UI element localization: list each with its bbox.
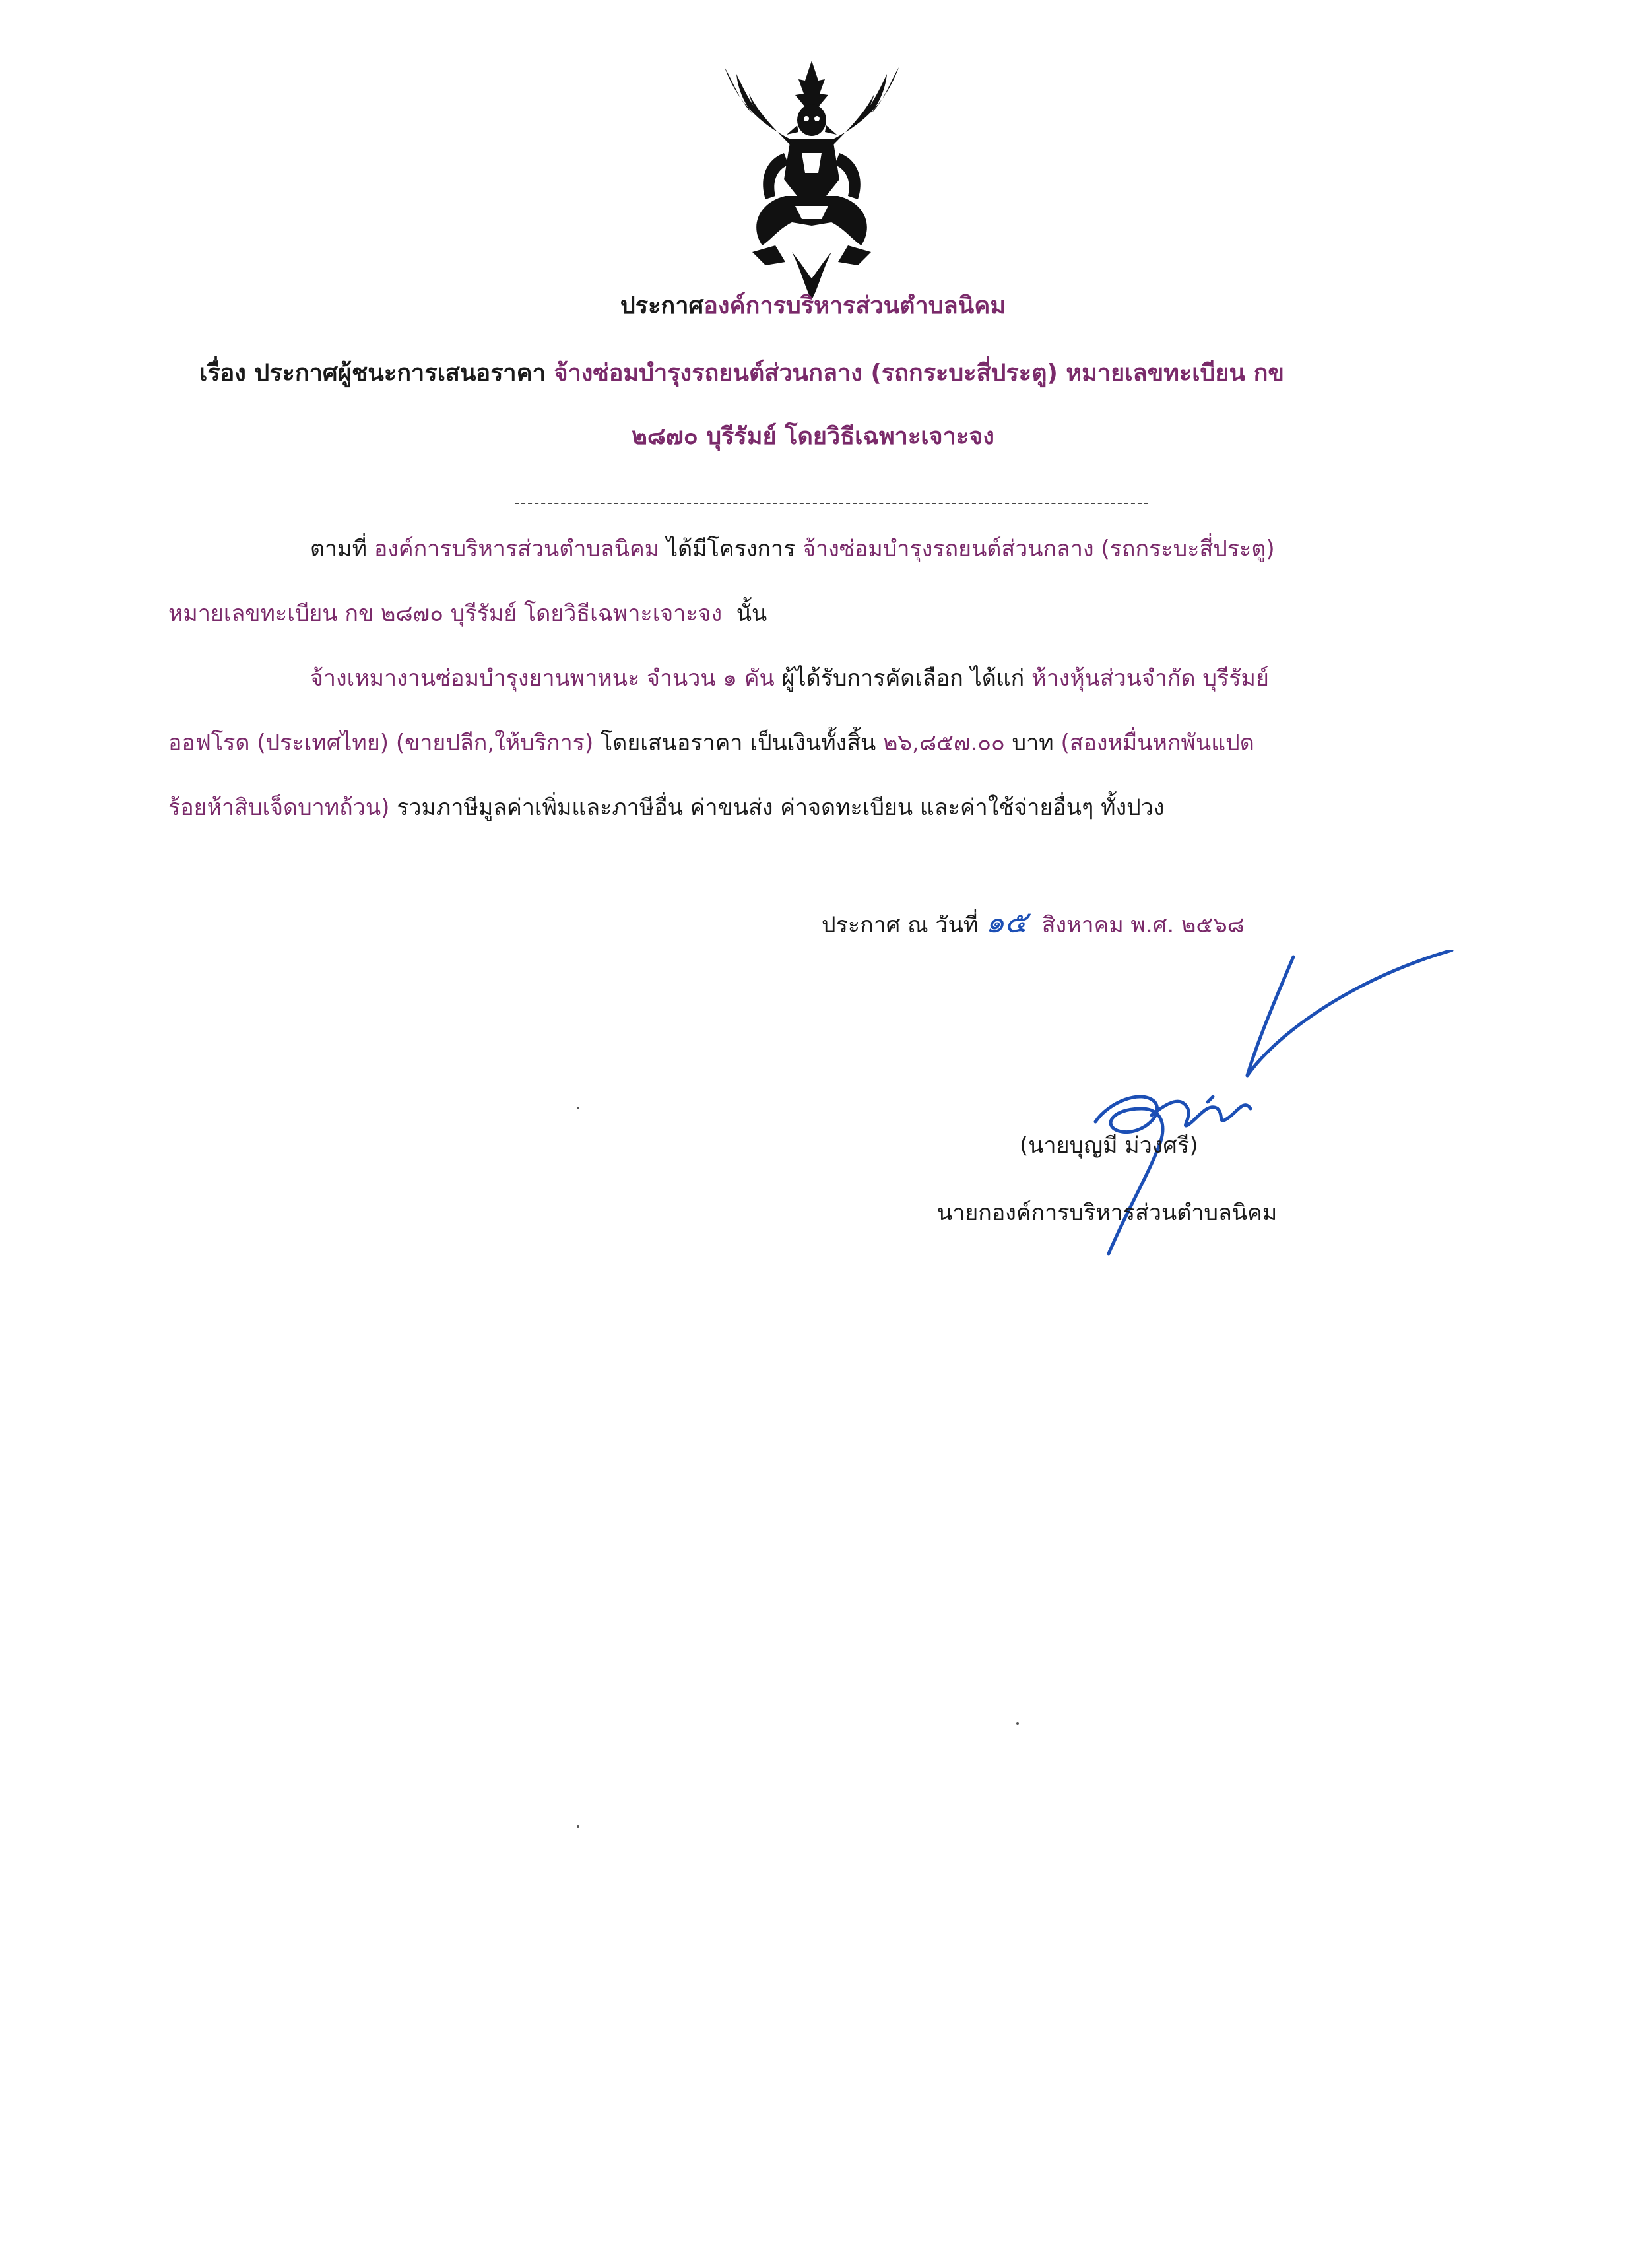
subject-label: เรื่อง ประกาศผู้ชนะการเสนอราคา [199,360,546,387]
p1-end: นั้น [736,600,767,627]
p2-rest: รวมภาษีมูลค่าเพิ่มและภาษีอื่น ค่าขนส่ง ค่าจดทะเบียน และค่าใช้จ่ายอื่นๆ ทั้งปวง [397,794,1165,821]
scan-speck [577,1107,579,1109]
subject-project: จ้างซ่อมบำรุงรถยนต์ส่วนกลาง (รถกระบะสี่ประตู) หมายเลขทะเบียน กข [554,360,1285,387]
p2-baht: บาท [1012,730,1054,756]
date-month-year: สิงหาคม พ.ศ. ๒๕๖๘ [1041,912,1245,938]
date-prefix: ประกาศ ณ วันที่ [822,912,979,938]
p1-lead: ตามที่ [310,536,367,562]
announcement-date [822,904,1245,940]
paragraph-2-line-3 [168,794,1164,822]
p2-item: จ้างเหมางานซ่อมบำรุงยานพาหนะ จำนวน ๑ คัน [310,665,775,692]
paragraph-2-line-2 [168,730,1254,757]
p1-registration: หมายเลขทะเบียน กข ๒๘๗๐ บุรีรัมย์ โดยวิธีเฉพาะเจาะจง [168,600,723,627]
p2-vendor-b: ออฟโรด (ประเทศไทย) (ขายปลีก,ให้บริการ) [168,730,594,756]
p2-amount-words-b: ร้อยห้าสิบเจ็ดบาทถ้วน) [168,794,390,821]
p1-project: จ้างซ่อมบำรุงรถยนต์ส่วนกลาง (รถกระบะสี่ประตู) [802,536,1275,562]
scan-speck [577,1825,579,1828]
p2-selected: ผู้ได้รับการคัดเลือก ได้แก่ [781,665,1025,692]
scan-speck [1016,1722,1019,1725]
p2-vendor-a: ห้างหุ้นส่วนจำกัด บุรีรัมย์ [1031,665,1269,692]
signatory-position: นายกองค์การบริหารส่วนตำบลนิคม [937,1200,1278,1226]
section-divider [515,503,1148,504]
p2-amount: ๒๖,๘๕๗.๐๐ [883,730,1005,756]
subject-line-2: ๒๘๗๐ บุรีรัมย์ โดยวิธีเฉพาะเจาะจง [632,423,994,450]
garuda-emblem-icon [713,54,911,302]
p1-mid: ได้มีโครงการ [667,536,796,562]
paragraph-1-line-2 [168,600,767,628]
paragraph-1-line-1 [310,536,1275,563]
handwritten-signature [990,950,1465,1280]
p2-amount-words-a: (สองหมื่นหกพันแปด [1060,730,1254,756]
announcement-title [0,292,1626,320]
title-organization: องค์การบริหารส่วนตำบลนิคม [703,292,1006,319]
signatory-name: (นายบุญมี ม่วงศรี) [1020,1132,1198,1159]
subject-line-1 [199,359,1284,387]
date-day: ๑๕ [985,904,1028,940]
paragraph-2-line-1 [310,665,1269,692]
p1-organization: องค์การบริหารส่วนตำบลนิคม [374,536,660,562]
p2-offer: โดยเสนอราคา เป็นเงินทั้งสิ้น [601,730,876,756]
title-prefix: ประกาศ [620,292,704,319]
